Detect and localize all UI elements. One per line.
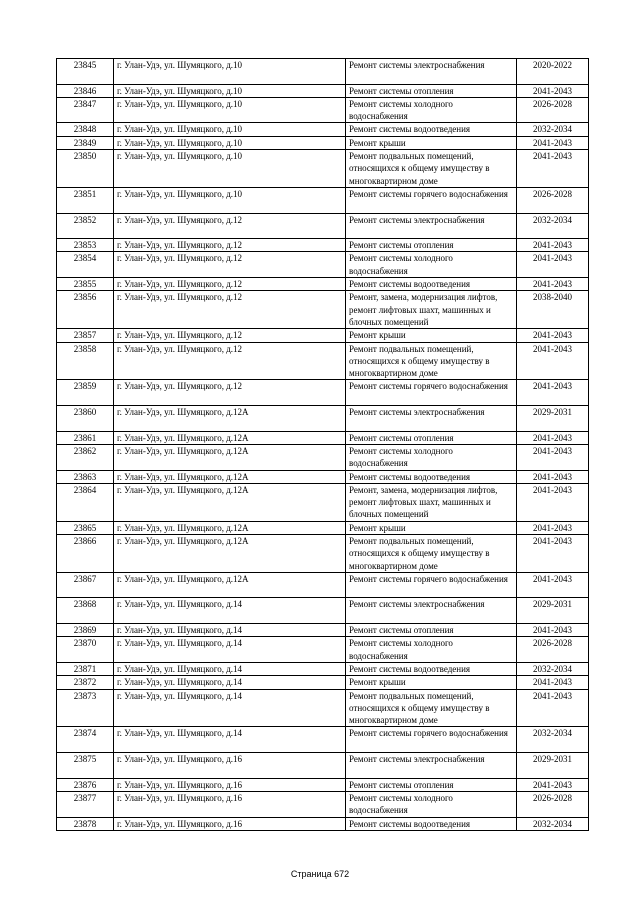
work-type-cell: Ремонт системы отопления: [346, 84, 517, 97]
table-row: [57, 791, 589, 817]
period-cell: 2041-2043: [517, 444, 589, 470]
work-type-cell: Ремонт системы отопления: [346, 239, 517, 252]
work-type-cell: Ремонт крыши: [346, 136, 517, 149]
period-cell: 2020-2022: [517, 59, 589, 85]
table-row: [57, 59, 589, 85]
period-cell: 2041-2043: [517, 84, 589, 97]
table-row: [57, 444, 589, 470]
period-cell: 2041-2043: [517, 342, 589, 380]
period-cell: 2041-2043: [517, 329, 589, 342]
row-id-cell: 23864: [57, 483, 114, 521]
period-cell: 2032-2034: [517, 123, 589, 136]
table-row: [57, 278, 589, 291]
row-id-cell: 23854: [57, 252, 114, 278]
row-id-cell: 23853: [57, 239, 114, 252]
address-cell: г. Улан-Удэ, ул. Шумяцкого, д.12А: [114, 406, 346, 432]
work-type-cell: Ремонт системы холодного водоснабжения: [346, 791, 517, 817]
address-cell: г. Улан-Удэ, ул. Шумяцкого, д.12А: [114, 483, 346, 521]
table-row: [57, 662, 589, 675]
row-id-cell: 23873: [57, 689, 114, 727]
work-type-cell: Ремонт системы электроснабжения: [346, 213, 517, 239]
table-row: [57, 406, 589, 432]
period-cell: 2029-2031: [517, 753, 589, 779]
table-row: [57, 213, 589, 239]
work-type-cell: Ремонт системы отопления: [346, 778, 517, 791]
row-id-cell: 23849: [57, 136, 114, 149]
period-cell: 2041-2043: [517, 572, 589, 598]
row-id-cell: 23870: [57, 637, 114, 663]
work-type-cell: Ремонт крыши: [346, 521, 517, 534]
table-row: [57, 753, 589, 779]
row-id-cell: 23861: [57, 431, 114, 444]
period-cell: 2041-2043: [517, 676, 589, 689]
row-id-cell: 23876: [57, 778, 114, 791]
work-type-cell: Ремонт крыши: [346, 676, 517, 689]
table-row: [57, 817, 589, 830]
work-type-cell: Ремонт системы холодного водоснабжения: [346, 637, 517, 663]
row-id-cell: 23869: [57, 624, 114, 637]
table-row: [57, 521, 589, 534]
address-cell: г. Улан-Удэ, ул. Шумяцкого, д.12А: [114, 444, 346, 470]
address-cell: г. Улан-Удэ, ул. Шумяцкого, д.10: [114, 187, 346, 213]
period-cell: 2026-2028: [517, 97, 589, 123]
address-cell: г. Улан-Удэ, ул. Шумяцкого, д.10: [114, 97, 346, 123]
table-row: [57, 380, 589, 406]
row-id-cell: 23847: [57, 97, 114, 123]
table-row: [57, 483, 589, 521]
period-cell: 2041-2043: [517, 136, 589, 149]
address-cell: г. Улан-Удэ, ул. Шумяцкого, д.12: [114, 213, 346, 239]
row-id-cell: 23868: [57, 598, 114, 624]
address-cell: г. Улан-Удэ, ул. Шумяцкого, д.12: [114, 380, 346, 406]
address-cell: г. Улан-Удэ, ул. Шумяцкого, д.12: [114, 278, 346, 291]
table-row: [57, 291, 589, 329]
table-row: [57, 123, 589, 136]
period-cell: 2026-2028: [517, 637, 589, 663]
work-type-cell: Ремонт системы отопления: [346, 624, 517, 637]
period-cell: 2026-2028: [517, 791, 589, 817]
period-cell: 2041-2043: [517, 521, 589, 534]
table-row: [57, 624, 589, 637]
work-type-cell: Ремонт системы водоотведения: [346, 470, 517, 483]
work-type-cell: Ремонт системы холодного водоснабжения: [346, 444, 517, 470]
period-cell: 2032-2034: [517, 662, 589, 675]
table-row: [57, 329, 589, 342]
address-cell: г. Улан-Удэ, ул. Шумяцкого, д.12: [114, 239, 346, 252]
period-cell: 2032-2034: [517, 817, 589, 830]
address-cell: г. Улан-Удэ, ул. Шумяцкого, д.14: [114, 598, 346, 624]
address-cell: г. Улан-Удэ, ул. Шумяцкого, д.14: [114, 624, 346, 637]
table-body: [57, 59, 589, 831]
address-cell: г. Улан-Удэ, ул. Шумяцкого, д.10: [114, 136, 346, 149]
period-cell: 2041-2043: [517, 278, 589, 291]
work-type-cell: Ремонт крыши: [346, 329, 517, 342]
row-id-cell: 23875: [57, 753, 114, 779]
address-cell: г. Улан-Удэ, ул. Шумяцкого, д.12А: [114, 534, 346, 572]
address-cell: г. Улан-Удэ, ул. Шумяцкого, д.16: [114, 791, 346, 817]
row-id-cell: 23851: [57, 187, 114, 213]
work-type-cell: Ремонт системы водоотведения: [346, 278, 517, 291]
period-cell: 2041-2043: [517, 380, 589, 406]
row-id-cell: 23845: [57, 59, 114, 85]
address-cell: г. Улан-Удэ, ул. Шумяцкого, д.12: [114, 291, 346, 329]
table-row: [57, 676, 589, 689]
address-cell: г. Улан-Удэ, ул. Шумяцкого, д.12А: [114, 470, 346, 483]
period-cell: 2041-2043: [517, 624, 589, 637]
address-cell: г. Улан-Удэ, ул. Шумяцкого, д.10: [114, 123, 346, 136]
work-type-cell: Ремонт системы отопления: [346, 431, 517, 444]
work-type-cell: Ремонт подвальных помещений, относящихся к общему имуществу в многоквартирном доме: [346, 689, 517, 727]
address-cell: г. Улан-Удэ, ул. Шумяцкого, д.10: [114, 59, 346, 85]
address-cell: г. Улан-Удэ, ул. Шумяцкого, д.12: [114, 252, 346, 278]
work-type-cell: Ремонт, замена, модернизация лифтов, ремонт лифтовых шахт, машинных и блочных помещений: [346, 291, 517, 329]
row-id-cell: 23858: [57, 342, 114, 380]
row-id-cell: 23856: [57, 291, 114, 329]
period-cell: 2041-2043: [517, 431, 589, 444]
period-cell: 2041-2043: [517, 778, 589, 791]
row-id-cell: 23865: [57, 521, 114, 534]
period-cell: 2041-2043: [517, 689, 589, 727]
table-row: [57, 136, 589, 149]
row-id-cell: 23877: [57, 791, 114, 817]
row-id-cell: 23860: [57, 406, 114, 432]
period-cell: 2041-2043: [517, 252, 589, 278]
work-type-cell: Ремонт подвальных помещений, относящихся к общему имуществу в многоквартирном доме: [346, 150, 517, 188]
table-row: [57, 778, 589, 791]
period-cell: 2038-2040: [517, 291, 589, 329]
row-id-cell: 23848: [57, 123, 114, 136]
period-cell: 2041-2043: [517, 483, 589, 521]
work-type-cell: Ремонт системы водоотведения: [346, 817, 517, 830]
table-row: [57, 187, 589, 213]
table-row: [57, 727, 589, 753]
work-type-cell: Ремонт системы электроснабжения: [346, 59, 517, 85]
work-type-cell: Ремонт системы горячего водоснабжения: [346, 380, 517, 406]
work-type-cell: Ремонт системы горячего водоснабжения: [346, 727, 517, 753]
work-type-cell: Ремонт системы горячего водоснабжения: [346, 187, 517, 213]
period-cell: 2026-2028: [517, 187, 589, 213]
row-id-cell: 23852: [57, 213, 114, 239]
period-cell: 2032-2034: [517, 213, 589, 239]
address-cell: г. Улан-Удэ, ул. Шумяцкого, д.14: [114, 662, 346, 675]
address-cell: г. Улан-Удэ, ул. Шумяцкого, д.16: [114, 778, 346, 791]
address-cell: г. Улан-Удэ, ул. Шумяцкого, д.12А: [114, 431, 346, 444]
table-row: [57, 239, 589, 252]
table-row: [57, 342, 589, 380]
row-id-cell: 23872: [57, 676, 114, 689]
address-cell: г. Улан-Удэ, ул. Шумяцкого, д.10: [114, 84, 346, 97]
work-type-cell: Ремонт подвальных помещений, относящихся к общему имуществу в многоквартирном доме: [346, 534, 517, 572]
address-cell: г. Улан-Удэ, ул. Шумяцкого, д.10: [114, 150, 346, 188]
row-id-cell: 23859: [57, 380, 114, 406]
row-id-cell: 23857: [57, 329, 114, 342]
work-type-cell: Ремонт системы холодного водоснабжения: [346, 97, 517, 123]
row-id-cell: 23850: [57, 150, 114, 188]
row-id-cell: 23867: [57, 572, 114, 598]
table-row: [57, 598, 589, 624]
address-cell: г. Улан-Удэ, ул. Шумяцкого, д.12А: [114, 572, 346, 598]
repair-schedule-table: [56, 58, 589, 831]
period-cell: 2041-2043: [517, 239, 589, 252]
row-id-cell: 23846: [57, 84, 114, 97]
period-cell: 2041-2043: [517, 534, 589, 572]
table-row: [57, 689, 589, 727]
row-id-cell: 23863: [57, 470, 114, 483]
period-cell: 2041-2043: [517, 150, 589, 188]
row-id-cell: 23862: [57, 444, 114, 470]
table-row: [57, 97, 589, 123]
row-id-cell: 23874: [57, 727, 114, 753]
period-cell: 2032-2034: [517, 727, 589, 753]
work-type-cell: Ремонт системы электроснабжения: [346, 406, 517, 432]
row-id-cell: 23878: [57, 817, 114, 830]
address-cell: г. Улан-Удэ, ул. Шумяцкого, д.14: [114, 637, 346, 663]
work-type-cell: Ремонт системы горячего водоснабжения: [346, 572, 517, 598]
table-row: [57, 150, 589, 188]
work-type-cell: Ремонт системы холодного водоснабжения: [346, 252, 517, 278]
period-cell: 2029-2031: [517, 598, 589, 624]
table-row: [57, 637, 589, 663]
row-id-cell: 23855: [57, 278, 114, 291]
page-number: Страница 672: [290, 869, 350, 879]
address-cell: г. Улан-Удэ, ул. Шумяцкого, д.16: [114, 817, 346, 830]
work-type-cell: Ремонт системы электроснабжения: [346, 598, 517, 624]
address-cell: г. Улан-Удэ, ул. Шумяцкого, д.14: [114, 689, 346, 727]
period-cell: 2041-2043: [517, 470, 589, 483]
row-id-cell: 23866: [57, 534, 114, 572]
table-row: [57, 431, 589, 444]
address-cell: г. Улан-Удэ, ул. Шумяцкого, д.12А: [114, 521, 346, 534]
address-cell: г. Улан-Удэ, ул. Шумяцкого, д.14: [114, 676, 346, 689]
table-row: [57, 534, 589, 572]
period-cell: 2029-2031: [517, 406, 589, 432]
work-type-cell: Ремонт системы водоотведения: [346, 662, 517, 675]
table-row: [57, 470, 589, 483]
table-row: [57, 84, 589, 97]
address-cell: г. Улан-Удэ, ул. Шумяцкого, д.14: [114, 727, 346, 753]
address-cell: г. Улан-Удэ, ул. Шумяцкого, д.16: [114, 753, 346, 779]
address-cell: г. Улан-Удэ, ул. Шумяцкого, д.12: [114, 342, 346, 380]
row-id-cell: 23871: [57, 662, 114, 675]
work-type-cell: Ремонт системы электроснабжения: [346, 753, 517, 779]
table-row: [57, 252, 589, 278]
work-type-cell: Ремонт системы водоотведения: [346, 123, 517, 136]
table-row: [57, 572, 589, 598]
work-type-cell: Ремонт подвальных помещений, относящихся к общему имуществу в многоквартирном доме: [346, 342, 517, 380]
address-cell: г. Улан-Удэ, ул. Шумяцкого, д.12: [114, 329, 346, 342]
work-type-cell: Ремонт, замена, модернизация лифтов, ремонт лифтовых шахт, машинных и блочных помещений: [346, 483, 517, 521]
